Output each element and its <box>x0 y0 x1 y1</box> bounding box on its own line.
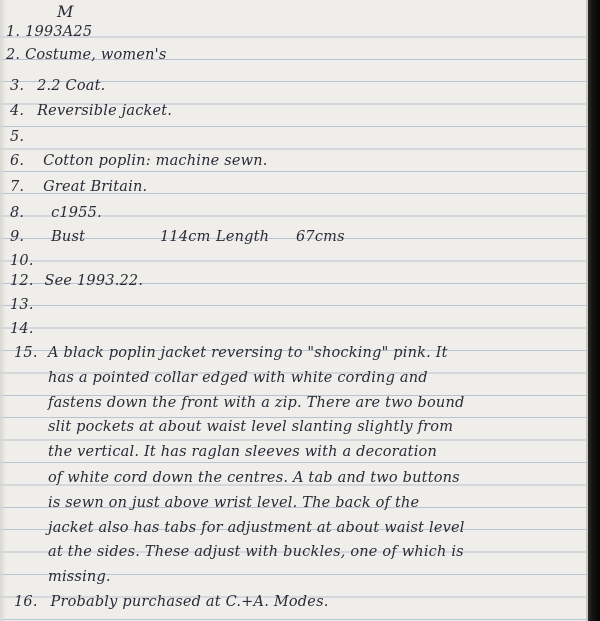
entry-1 <box>6 24 92 40</box>
entry-number: 7. <box>10 179 25 195</box>
entry-14 <box>10 321 34 337</box>
entry-16 <box>14 594 329 610</box>
description-line: fastens down the front with a zip. There are two bound <box>48 395 465 411</box>
entry-text: Probably purchased at C.+A. Modes. <box>50 594 329 610</box>
entry-number: 12. <box>10 273 34 289</box>
entry-15-number: 15. <box>14 345 38 361</box>
length-label: Length <box>216 229 270 245</box>
description-line: missing. <box>48 569 111 585</box>
entry-text: Great Britain. <box>43 179 148 195</box>
entry-9 <box>10 229 390 245</box>
entry-10 <box>10 253 34 269</box>
entry-8 <box>10 205 102 221</box>
length-measurement: 67cms <box>296 229 345 245</box>
description-line: slit pockets at about waist level slanting slightly from <box>48 419 454 435</box>
description-line: jacket also has tabs for adjustment at about waist level <box>48 520 465 536</box>
bust-measurement: 114cm <box>160 229 211 245</box>
entry-4 <box>10 103 172 119</box>
entry-text: Costume, women's <box>25 47 167 63</box>
entry-text: 2.2 Coat. <box>37 78 106 94</box>
entry-3 <box>10 78 105 94</box>
entry-number: 16. <box>14 594 38 610</box>
description-line: at the sides. These adjust with buckles, one of which is <box>48 544 464 560</box>
entry-text: Cotton poplin: machine sewn. <box>43 153 268 169</box>
entry-13 <box>10 297 34 313</box>
entry-number: 14. <box>10 321 34 337</box>
entry-number: 3. <box>10 78 25 94</box>
description-line: A black poplin jacket reversing to "shocking" pink. It <box>48 345 448 361</box>
entry-5 <box>10 129 24 145</box>
entry-text: Bust <box>51 229 86 245</box>
entry-number: 5. <box>10 129 25 145</box>
description-line: has a pointed collar edged with white cording and <box>48 370 428 386</box>
entry-2 <box>6 47 166 63</box>
description-line: the vertical. It has raglan sleeves with a decoration <box>48 444 437 460</box>
entry-number: 9. <box>10 229 25 245</box>
entry-number: 8. <box>10 205 25 221</box>
entry-number: 6. <box>10 153 25 169</box>
description-line: of white cord down the centres. A tab and two buttons <box>48 470 460 486</box>
entry-number: 4. <box>10 103 25 119</box>
entry-number: 1. <box>6 24 21 40</box>
entry-number: 13. <box>10 297 34 313</box>
entry-number: 2. <box>6 47 21 63</box>
binder-edge <box>588 0 600 621</box>
entry-text: See 1993.22. <box>44 273 144 289</box>
entry-6 <box>10 153 268 169</box>
entry-7 <box>10 179 147 195</box>
page-header-letter: M <box>57 2 74 21</box>
entry-number: 10. <box>10 253 34 269</box>
entry-text: Reversible jacket. <box>37 103 173 119</box>
entry-12 <box>10 273 143 289</box>
entry-text: 1993A25 <box>25 24 93 40</box>
entry-text: c1955. <box>51 205 102 221</box>
description-line: is sewn on just above wrist level. The back of the <box>48 495 420 511</box>
